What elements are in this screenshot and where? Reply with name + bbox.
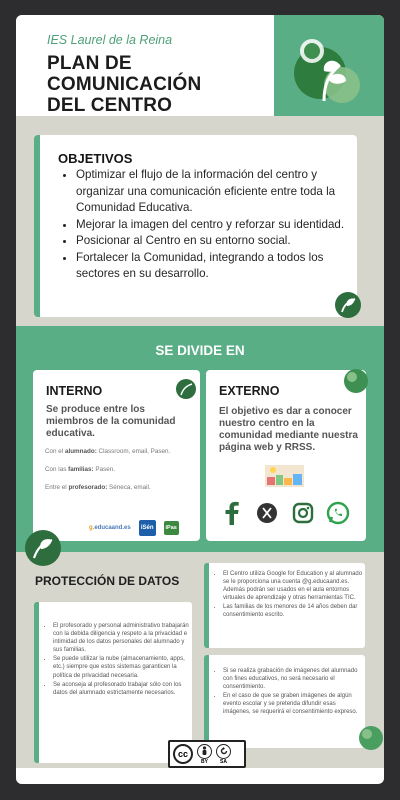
cc-license-badge[interactable] [168,740,246,768]
interno-line-familias: Con las familias: Pasen. [45,466,116,473]
circle-deco-icon [343,368,369,394]
externo-card [206,370,366,541]
interno-line-alumnado: Con el alumnado: Classroom, email, Pasen. [45,448,171,455]
facebook-icon[interactable] [220,501,244,525]
school-website-thumbnail[interactable] [265,465,304,487]
page-title [47,53,287,116]
proteccion-card-2 [204,563,365,648]
cc-sa-group [216,744,231,765]
header [16,15,384,116]
objetivos-title: OBJETIVOS [58,151,133,166]
list-item: • Las familias de los menores de 14 años deben dar consentimiento escrito. [223,603,363,619]
proteccion-card-3 [204,655,365,748]
educaand-logo[interactable]: g.educaand.es [89,525,131,531]
list-item: • Se puede utilizar la nube (almacenamiento, apps, etc.) siempre que estos sistemas garanticen la política de privacidad necesaria. [53,655,193,679]
list-item: • Mejorar la imagen del centro y reforzar su identidad. [76,217,356,234]
proteccion-title: PROTECCIÓN DE DATOS [35,574,180,588]
interno-title: INTERNO [46,384,103,398]
circle-deco-icon [358,725,384,751]
cc-by-group [197,744,212,765]
interno-lead: Se produce entre los miembros de la comunidad educativa. [46,404,176,439]
divide-section [16,326,384,552]
list-item: • En el caso de que se graben imágenes de algún evento escolar y se pretenda difundir esas imágenes, se requerirá el consentimiento expreso. [223,692,363,716]
ipas-logo[interactable]: iPas [164,521,179,535]
instagram-icon[interactable] [291,501,315,525]
externo-title: EXTERNO [219,384,280,398]
list-item: • El Centro utiliza Google for Education y al alumnado se le proporciona una cuenta @g.educaand.es. Además podrán ser usados en el aula entornos virtuales de aprendizaje y otras herramientas TIC. [223,570,363,602]
sa-label: SA [220,758,227,765]
list-item: • Fortalecer la Comunidad, integrando a todos los sectores en su desarrollo. [76,250,356,283]
leaf-badge-icon [334,291,362,319]
objetivos-card [34,135,357,317]
footer [16,768,384,784]
by-label: BY [201,758,208,765]
infographic-sheet [16,15,384,784]
whatsapp-icon[interactable] [326,501,350,525]
objetivos-list [76,167,356,283]
social-icons-row [220,501,350,525]
leaf-logo-icon [284,35,364,107]
leaf-badge-icon [24,529,62,567]
list-item: • Si se realiza grabación de imágenes del alumnado con fines educativos, no será necesario el consentimiento. [223,667,363,691]
externo-lead: El objetivo es dar a conocer nuestro centro en la comunidad mediante nuestra página web y RRSS. [219,406,358,453]
title-line-1: PLAN DE COMUNICACIÓN [47,53,202,95]
list-item: • Se aconseja al profesorado trabajar sólo con los datos del alumnado estrictamente necesarios. [53,681,193,697]
list-item: • Posicionar al Centro en su entorno social. [76,233,356,250]
school-name: IES Laurel de la Reina [47,33,173,47]
platform-logos [89,520,179,536]
leaf-badge-icon [175,378,197,400]
x-icon[interactable] [255,501,279,525]
title-line-2: DEL CENTRO [47,95,173,116]
list-item: • Optimizar el flujo de la información del centro y organizar una comunicación eficiente entre toda la Comunidad Educativa. [76,167,356,217]
divide-title: SE DIVIDE EN [155,343,245,358]
share-alike-icon [216,744,231,759]
by-person-icon [197,744,212,759]
proteccion-card-1 [34,602,192,763]
list-item: • El profesorado y personal administrativo trabajarán con la debida diligencia y respeto a la privacidad e intimidad de los datos personales del alumnado y sus familias. [53,622,193,654]
isen-logo[interactable]: iSén [139,520,156,536]
interno-line-profesorado: Entre el profesorado: Séneca, email. [45,484,151,491]
cc-icon: cc [173,744,193,764]
